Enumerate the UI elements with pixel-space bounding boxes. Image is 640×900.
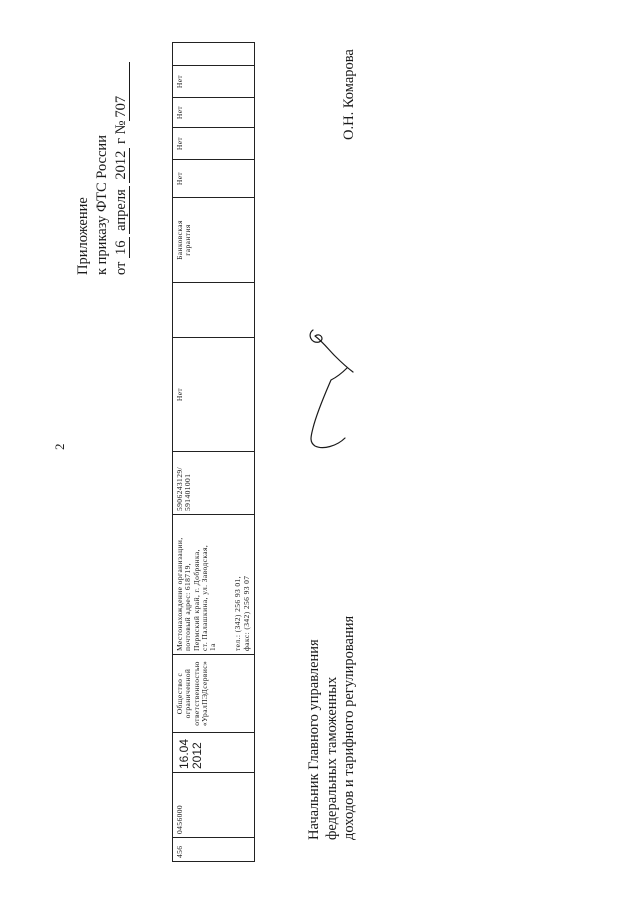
- registry-code: 0456000: [175, 804, 184, 834]
- fax: факс: (342) 256 93 07: [241, 575, 251, 651]
- kpp: 591401001: [183, 473, 193, 511]
- address-line: Пермский край, г. Добрянка,: [191, 549, 201, 651]
- cell-col8-empty: [173, 282, 254, 337]
- date-year: 2012: [190, 742, 204, 769]
- page-number: 2: [52, 443, 67, 450]
- guarantee-line: гарантия: [183, 224, 193, 256]
- contacts: [234, 576, 251, 651]
- cell-code: [173, 772, 254, 837]
- address-line: 1а: [208, 643, 218, 651]
- row-number: 456: [175, 845, 184, 858]
- col11-value: Нет: [175, 136, 184, 151]
- cell-col10: [173, 159, 254, 197]
- address-line: Местонахождение организации,: [175, 537, 184, 651]
- cell-col14-empty: [173, 43, 254, 65]
- cell-row-number: [173, 837, 254, 861]
- date-prefix: от: [113, 261, 129, 275]
- organization-line: ограниченной: [183, 668, 193, 719]
- cell-address: [173, 514, 254, 654]
- position-line: Начальник Главного управления: [306, 639, 322, 840]
- signatory-position: [306, 616, 359, 840]
- appendix-date-line: [112, 62, 131, 275]
- cell-col12: [173, 97, 254, 127]
- col13-value: Нет: [175, 74, 184, 89]
- cell-guarantee: [173, 197, 254, 282]
- col10-value: Нет: [175, 171, 184, 186]
- col7-value: Нет: [175, 387, 184, 402]
- cell-date: [173, 732, 254, 772]
- cell-organization: [173, 654, 254, 732]
- position-line: доходов и тарифного регулирования: [341, 615, 357, 840]
- number-sign: №: [113, 120, 129, 135]
- guarantee-line: Банковская: [175, 220, 184, 260]
- appendix-order-line: к приказу ФТС России: [94, 135, 110, 275]
- organization-line: Общество с: [175, 672, 184, 715]
- cell-inn-kpp: [173, 451, 254, 514]
- appendix-title: Приложение: [75, 197, 91, 275]
- inn: 5906243129/: [175, 467, 184, 511]
- signatory-name: О.Н. Комарова: [341, 49, 357, 140]
- organization-line: ответственностью: [191, 661, 201, 726]
- address-line: ст. Палашкина, ул. Заводская,: [199, 544, 209, 651]
- cell-col7: [173, 337, 254, 451]
- position-line: федеральных таможенных: [323, 676, 340, 840]
- address-line: почтовый адрес: 618719,: [183, 562, 193, 651]
- year-suffix: г: [113, 138, 129, 144]
- date-day-month: 16.04: [177, 738, 191, 769]
- signature: [295, 320, 365, 460]
- order-year: 2012: [113, 148, 130, 183]
- organization-line: «УралПЭДсервис»: [199, 660, 209, 727]
- appendix-header: [74, 62, 131, 275]
- cell-col11: [173, 127, 254, 159]
- appendix-table: [172, 42, 255, 862]
- order-number: 707: [113, 62, 130, 121]
- col12-value: Нет: [175, 105, 184, 120]
- cell-col13: [173, 65, 254, 97]
- order-day: 16: [113, 237, 130, 258]
- order-month: апреля: [113, 186, 130, 234]
- phone: тел.: (342) 256 93 01,: [233, 576, 243, 651]
